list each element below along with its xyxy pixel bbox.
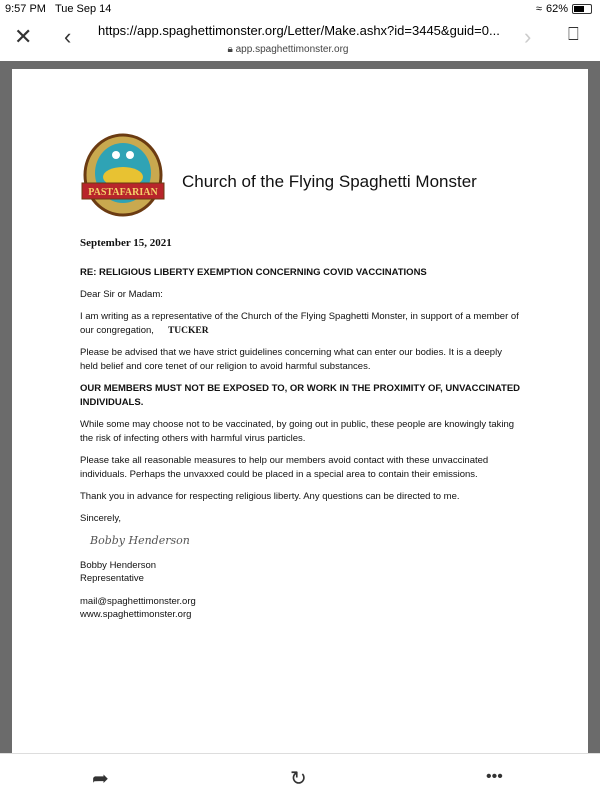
closing: Sincerely, bbox=[80, 513, 122, 524]
letter-body bbox=[80, 266, 520, 621]
org-name: Church of the Flying Spaghetti Monster bbox=[182, 172, 477, 191]
battery-percent: 62% bbox=[545, 3, 568, 15]
paragraph-1: I am writing as a representative of the Church of the Flying Spaghetti Monster, in support of a member of our congregation, TUCKER bbox=[80, 311, 519, 336]
wifi-icon: ≈ bbox=[535, 3, 542, 15]
paragraph-5: Please take all reasonable measures to help our members avoid contact with these unvaccinated individuals. Perhaps the unvaxxed could be placed in a special area to contain their emissions. bbox=[80, 455, 489, 480]
salutation: Dear Sir or Madam: bbox=[80, 289, 163, 300]
signer-title: Representative bbox=[80, 573, 144, 584]
paragraph-6: Thank you in advance for respecting religious liberty. Any questions can be directed to me. bbox=[80, 491, 460, 502]
pastafarian-logo bbox=[78, 133, 168, 219]
url-text: https://app.spaghettimonster.org/Letter/Make.ashx?id=3445&guid=0... bbox=[98, 23, 500, 38]
url-bar[interactable] bbox=[98, 23, 518, 55]
more-icon[interactable]: ••• bbox=[486, 768, 503, 785]
status-time: 9:57 PM Tue Sep 14 bbox=[5, 3, 112, 15]
host-text: app.spaghettimonster.org bbox=[235, 44, 349, 55]
svg-text:PASTAFARIAN: PASTAFARIAN bbox=[88, 187, 158, 198]
close-icon[interactable]: ✕ bbox=[14, 24, 33, 49]
email: mail@spaghettimonster.org bbox=[80, 596, 196, 607]
website: www.spaghettimonster.org bbox=[80, 609, 192, 620]
letter-date: September 15, 2021 bbox=[80, 237, 172, 249]
browser-nav bbox=[0, 18, 600, 60]
battery-icon bbox=[572, 4, 592, 14]
bottom-toolbar bbox=[0, 753, 600, 800]
signature: Bobby Henderson bbox=[90, 534, 190, 547]
document-viewer[interactable] bbox=[0, 61, 600, 753]
letter-page bbox=[12, 69, 588, 753]
subject: RE: RELIGIOUS LIBERTY EXEMPTION CONCERNING COVID VACCINATIONS bbox=[80, 267, 427, 278]
status-bar bbox=[0, 0, 600, 18]
paragraph-3: OUR MEMBERS MUST NOT BE EXPOSED TO, OR WORK IN THE PROXIMITY OF, UNVACCINATED INDIVIDUALS. bbox=[80, 383, 521, 408]
signer-name: Bobby Henderson bbox=[80, 560, 157, 571]
member-name: TUCKER bbox=[167, 326, 209, 336]
bookmark-icon[interactable]: ⎕ bbox=[568, 24, 579, 44]
reload-icon[interactable]: ↻ bbox=[290, 768, 307, 790]
share-icon[interactable]: ➦ bbox=[92, 768, 109, 790]
forward-icon[interactable]: › bbox=[524, 24, 532, 49]
paragraph-4: While some may choose not to be vaccinated, by going out in public, these people are knowingly taking the risk of infecting others with harmful virus particles. bbox=[80, 419, 515, 444]
back-icon[interactable]: ‹ bbox=[64, 24, 72, 49]
lock-icon: 🔒︎ bbox=[227, 44, 233, 55]
paragraph-2: Please be advised that we have strict guidelines concerning what can enter our bodies. It is a deeply held belief and core tenet of our religion to avoid harmful substances. bbox=[80, 347, 502, 372]
